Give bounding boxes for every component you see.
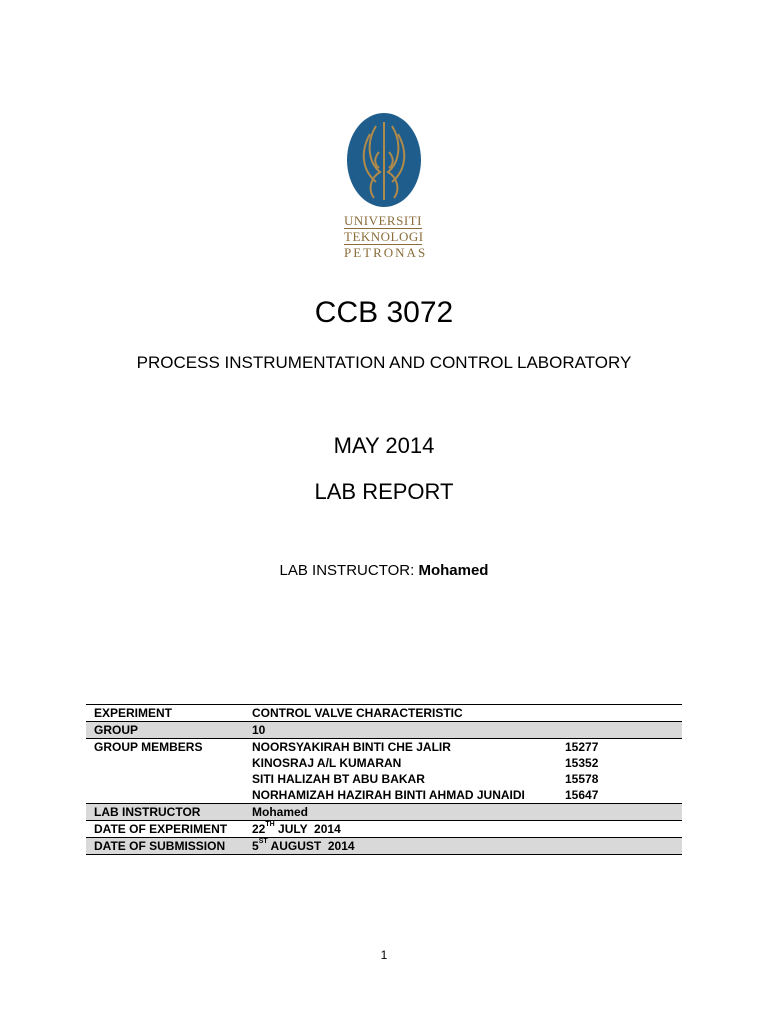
table-row-member [86, 771, 682, 787]
semester: MAY 2014 [333, 433, 435, 458]
table-row-date-of-submission [86, 838, 682, 855]
group-value: 10 [244, 722, 557, 739]
instructor-name: Mohamed [418, 562, 489, 579]
experiment-value: CONTROL VALVE CHARACTERISTIC [244, 705, 557, 722]
date-day: 5 [252, 839, 259, 853]
table-row-date-of-experiment [86, 821, 682, 838]
university-logo [336, 112, 432, 262]
date-day: 22 [252, 822, 266, 836]
member-id: 15647 [565, 788, 599, 802]
logo-line-1: UNIVERSITI [344, 213, 422, 228]
course-code: CCB 3072 [314, 296, 454, 329]
member-id: 15352 [565, 756, 599, 770]
date-suffix: ST [258, 838, 268, 845]
date-of-experiment-value [244, 821, 557, 838]
logo-line-2: TEKNOLOGI [344, 229, 424, 244]
group-label: GROUP [86, 722, 244, 739]
report-info-table [86, 704, 682, 855]
logo-line-3: PETRONAS [344, 245, 428, 260]
table-row-group [86, 722, 682, 739]
report-type: LAB REPORT [314, 479, 454, 504]
date-of-submission-value [244, 838, 557, 855]
experiment-label: EXPERIMENT [86, 705, 244, 722]
lab-instructor-value: Mohamed [244, 804, 557, 821]
group-members-label: GROUP MEMBERS [86, 739, 244, 756]
table-row-member [86, 739, 682, 756]
date-suffix: TH [265, 821, 275, 828]
date-of-experiment-label: DATE OF EXPERIMENT [86, 821, 244, 838]
member-name: NORHAMIZAH HAZIRAH BINTI AHMAD JUNAIDI [252, 788, 525, 802]
course-title: PROCESS INSTRUMENTATION AND CONTROL LABORATORY [136, 353, 632, 372]
date-rest: AUGUST 2014 [267, 839, 355, 853]
date-rest: JULY 2014 [274, 822, 341, 836]
date-of-submission-label: DATE OF SUBMISSION [86, 838, 244, 855]
member-name: SITI HALIZAH BT ABU BAKAR [252, 772, 425, 786]
instructor-line [0, 562, 768, 579]
member-id: 15277 [557, 739, 682, 756]
member-name: NOORSYAKIRAH BINTI CHE JALIR [244, 739, 557, 756]
lab-instructor-label: LAB INSTRUCTOR [86, 804, 244, 821]
member-id: 15578 [565, 772, 599, 786]
utp-emblem-icon [346, 112, 422, 208]
table-row-lab-instructor [86, 804, 682, 821]
instructor-label: LAB INSTRUCTOR: [279, 562, 415, 579]
logo-wordmark [344, 214, 432, 260]
member-name: KINOSRAJ A/L KUMARAN [252, 756, 402, 770]
table-row-experiment [86, 705, 682, 722]
table-row-member [86, 787, 682, 804]
page-number: 1 [380, 948, 388, 962]
table-row-member [86, 755, 682, 771]
